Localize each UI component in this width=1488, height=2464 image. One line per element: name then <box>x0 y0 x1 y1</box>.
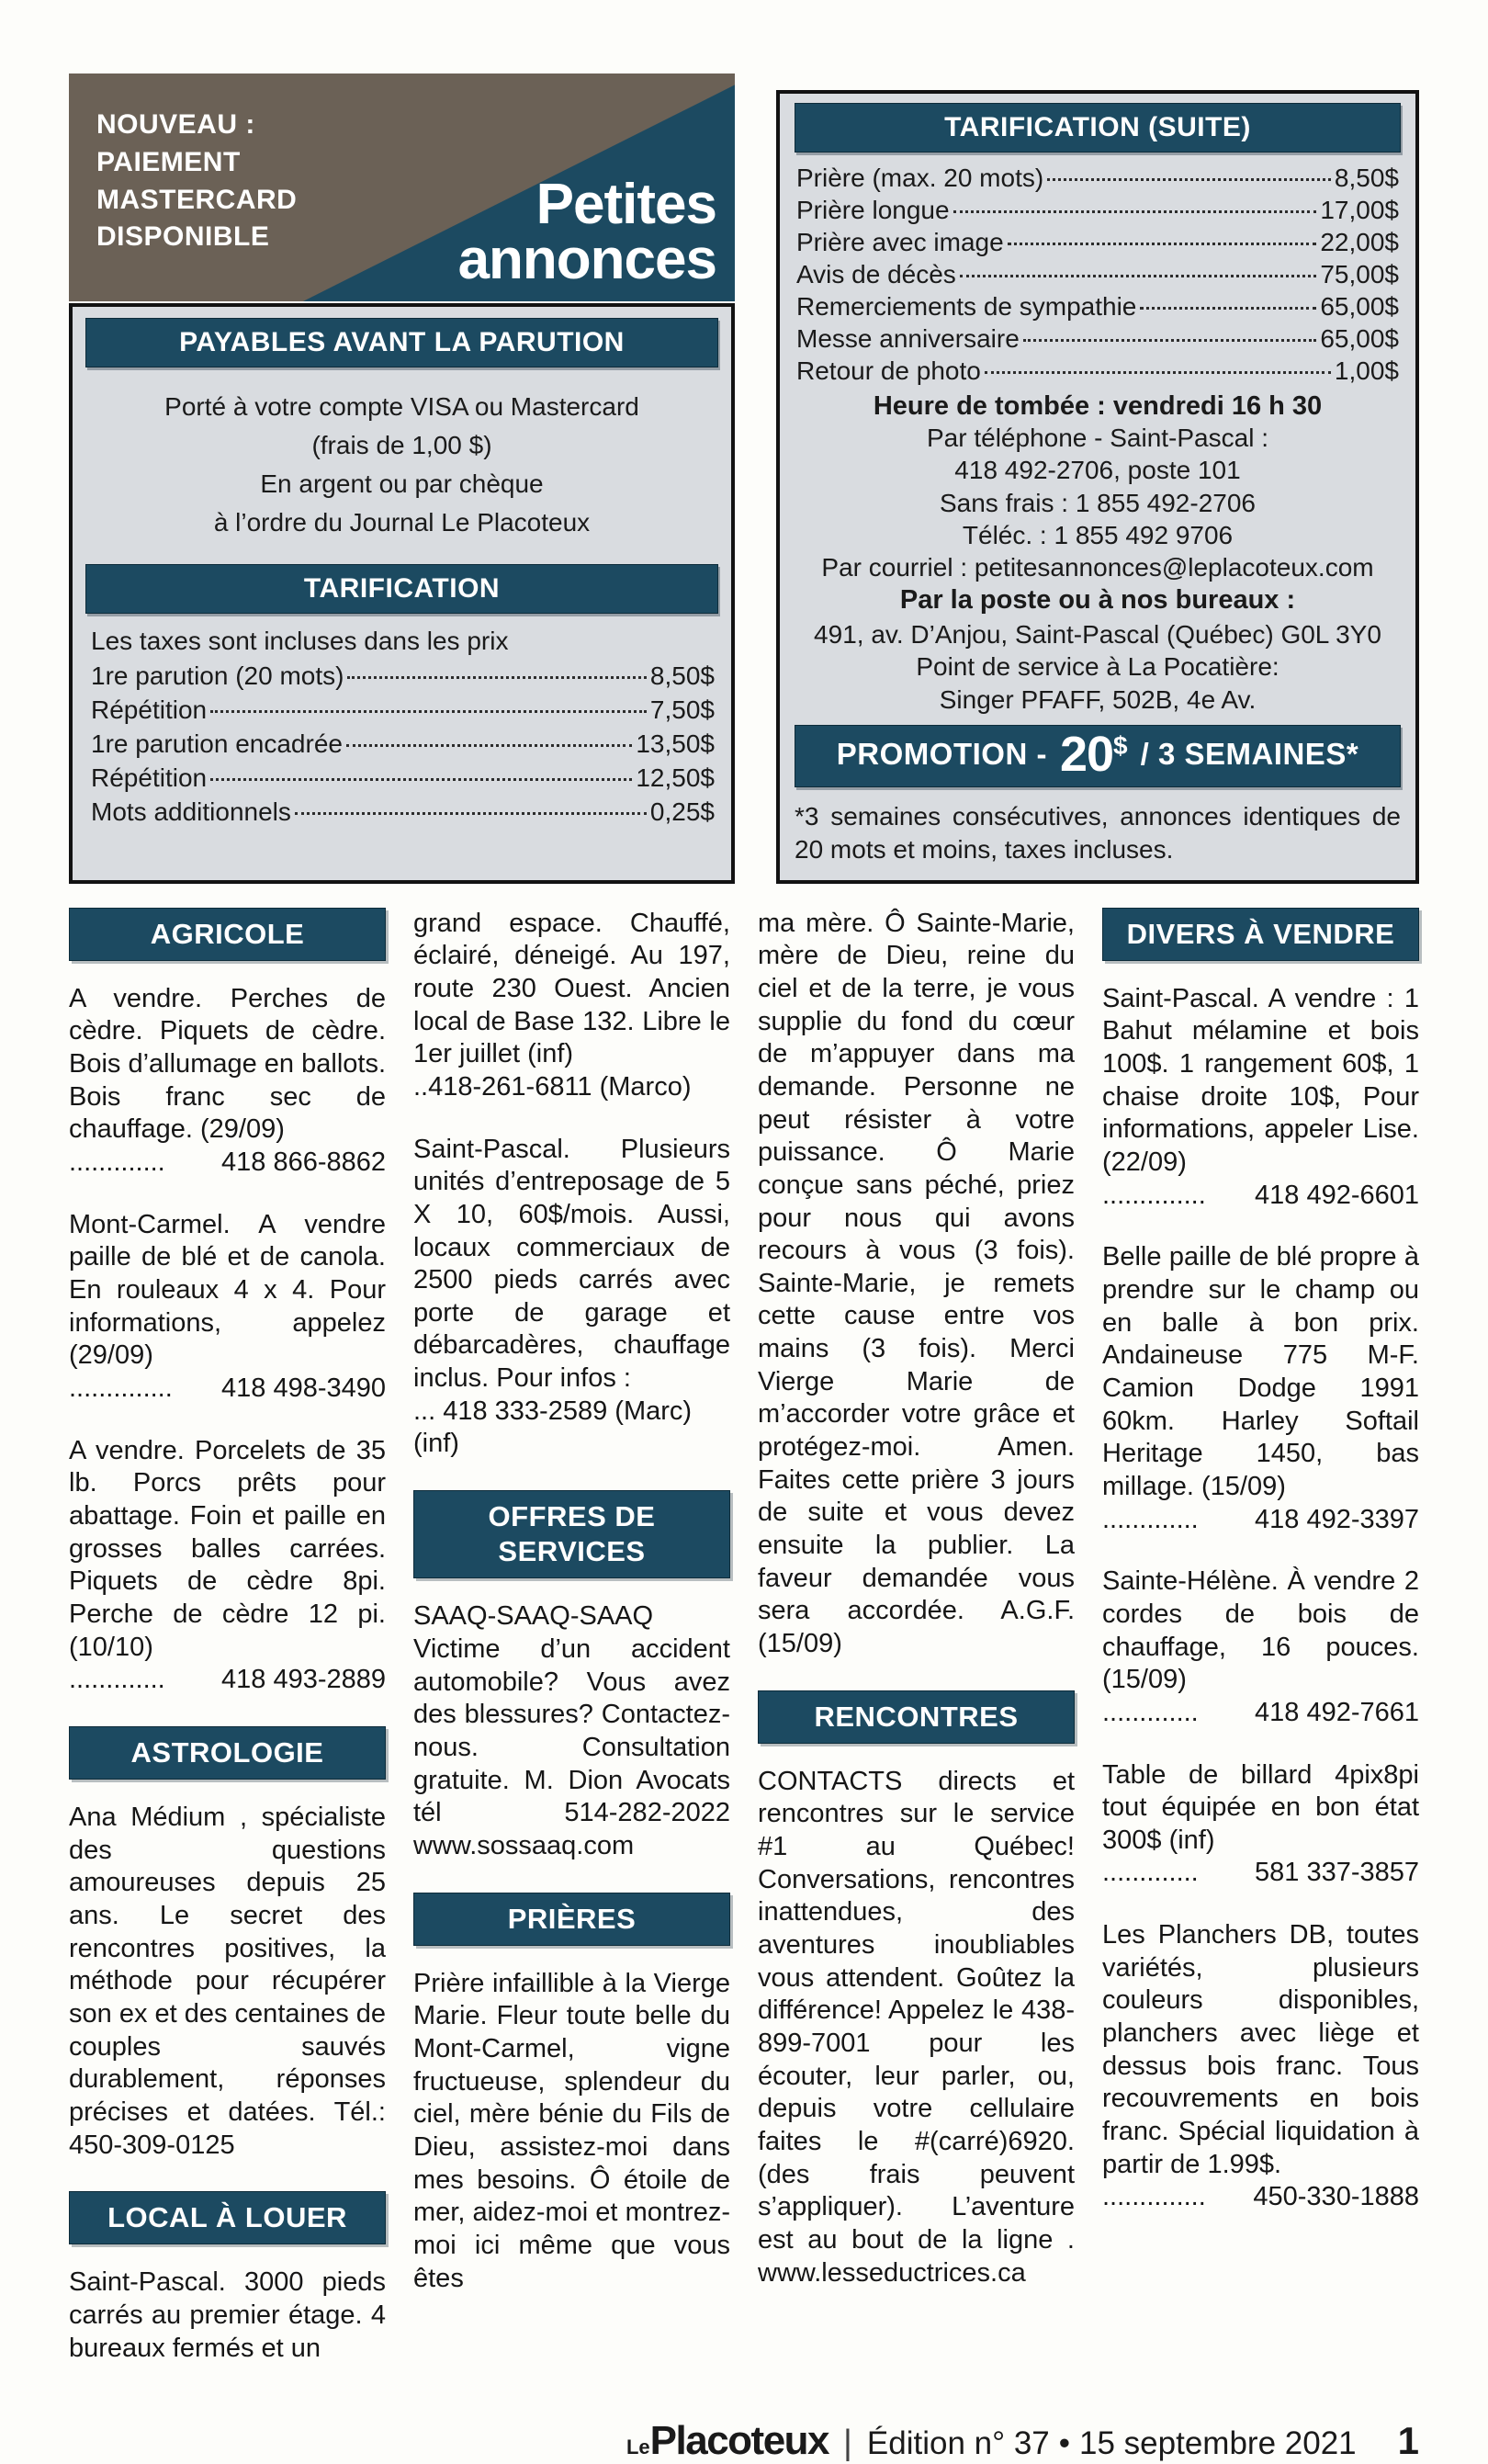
contact-phone: 418 492-2706, poste 101 <box>954 456 1241 485</box>
price-value: 0,25$ <box>649 797 715 826</box>
payables-line: à l’ordre du Journal Le Placoteux <box>213 508 591 537</box>
classified-ad <box>69 983 386 1180</box>
price-value: 75,00$ <box>1320 260 1399 288</box>
price-label: Prière (max. 20 mots) <box>796 164 1044 192</box>
classified-ad <box>1102 1919 1419 2214</box>
suite-list <box>796 164 1399 386</box>
classified-ad <box>413 1600 730 1862</box>
price-value: 22,00$ <box>1320 228 1399 256</box>
classifieds-column-3 <box>758 908 1075 2320</box>
mail-service-point: Point de service à La Pocatière: <box>916 652 1279 682</box>
classified-ad <box>69 1435 386 1697</box>
price-row <box>796 260 1399 289</box>
price-row <box>796 228 1399 257</box>
price-label: Prière longue <box>796 196 950 224</box>
price-row <box>796 164 1399 193</box>
section-header-divers-a-vendre: DIVERS À VENDRE <box>1102 908 1419 961</box>
classifieds-column-4 <box>1102 908 1419 2244</box>
price-label: 1re parution encadrée <box>91 729 343 758</box>
ad-text: Saint-Pascal. Plusieurs unités d’entreposage de 5 X 10, 60$/mois. Aussi, locaux commerciaux de 2500 pieds carrés avec porte de garage et débarcadères, chauffage inclus. Pour infos : <box>413 1134 730 1394</box>
dotted-leader <box>347 676 646 679</box>
ad-text: Les Planchers DB, toutes variétés, plusieurs couleurs disponibles, planchers avec liège et dessus bois franc. Tous recouvrements en bois franc. Spécial liquidation à partir de 1.99$. <box>1102 1920 1419 2179</box>
classified-ad <box>69 1802 386 2162</box>
classified-ad <box>69 2266 386 2365</box>
badge-line: PAIEMENT <box>96 146 241 177</box>
ad-phone-line: ... 418 333-2589 (Marc) (inf) <box>413 1396 693 1459</box>
ad-text: Sainte-Hélène. À vendre 2 cordes de bois de chauffage, 16 pouces. (15/09) <box>1102 1566 1419 1695</box>
promotion-suffix: / 3 SEMAINES* <box>1140 736 1359 771</box>
payables-text <box>85 388 718 542</box>
tarification-banner: TARIFICATION <box>85 564 718 614</box>
payables-banner: PAYABLES AVANT LA PARUTION <box>85 318 718 367</box>
ad-text: Table de billard 4pix8pi tout équipée en bon état 300$ (inf) <box>1102 1759 1419 1855</box>
price-value: 8,50$ <box>649 661 715 690</box>
dotted-leader <box>346 744 632 747</box>
price-row <box>796 356 1399 386</box>
dotted-leader <box>210 778 632 781</box>
ad-phone-line: ..418-261-6811 (Marco) <box>413 1071 692 1102</box>
price-row <box>796 324 1399 354</box>
classified-ad <box>1102 1759 1419 1891</box>
classifieds-grid <box>69 908 1419 2395</box>
page-title <box>457 172 716 292</box>
price-value: 1,00$ <box>1334 356 1399 385</box>
leader-dots: ............. <box>1102 1858 1199 1888</box>
badge-line: MASTERCARD <box>96 184 298 215</box>
ad-text: Mont-Carmel. A vendre paille de blé et de canola. En rouleaux 4 x 4. Pour informations, appelez (29/09) <box>69 1209 386 1371</box>
edition-date: 15 septembre 2021 <box>1079 2425 1357 2462</box>
price-value: 8,50$ <box>1334 164 1399 192</box>
footer-separator: | <box>843 2424 852 2463</box>
price-label: Remerciements de sympathie <box>796 292 1137 321</box>
price-label: 1re parution (20 mots) <box>91 661 344 690</box>
section-header-offres-de-services: OFFRES DE SERVICES <box>413 1490 730 1578</box>
dotted-leader <box>295 812 647 815</box>
price-label: Prière avec image <box>796 228 1004 256</box>
classified-ad <box>758 1766 1075 2290</box>
ad-text: ma mère. Ô Sainte-Marie, mère de Dieu, reine du ciel et de la terre, je vous supplie du fond du cœur de m’appuyer dans ma demande. Personne ne peut résister à votre puissance. Ô Marie conçue sans péché, priez pour nous qui avons recours à vous (3 fois). Sainte-Marie, je remets cette cause entre vos mains (3 fois). Merci Vierge Marie de m’accorder votre grâce et protégez-moi. Amen. Faites cette prière 3 jours de suite et vous devez ensuite la publier. La faveur demandée vous sera accordée. A.G.F. (15/09) <box>758 908 1075 1659</box>
ad-text: A vendre. Perches de cèdre. Piquets de cèdre. Bois d’allumage en ballots. Bois franc sec de chauffage. (29/09) <box>69 983 386 1145</box>
price-value: 13,50$ <box>636 729 715 758</box>
leader-dots: ............. <box>1102 1504 1199 1534</box>
ad-text: SAAQ-SAAQ-SAAQ Victime d’un accident automobile? Vous avez des blessures? Contactez-nous. Consultation gratuite. M. Dion Avocats tél 514-282-2022 www.sossaaq.com <box>413 1601 730 1860</box>
phone-number: 418 492-6601 <box>1255 1180 1419 1210</box>
price-row <box>91 729 715 759</box>
leader-dots: .............. <box>69 1373 173 1403</box>
new-payment-badge <box>96 107 297 256</box>
title-line: Petites <box>535 172 716 236</box>
promotion-banner <box>795 725 1401 787</box>
page-header <box>69 73 1419 884</box>
logo-le: Le <box>626 2436 650 2459</box>
price-row <box>796 292 1399 322</box>
leader-dots: ............. <box>69 1147 165 1177</box>
classified-ad <box>69 1209 386 1406</box>
badge-line: DISPONIBLE <box>96 221 270 253</box>
contact-tollfree: Sans frais : 1 855 492-2706 <box>939 488 1256 517</box>
leader-dots: ............. <box>1102 1697 1199 1727</box>
footer-brand-cluster <box>626 2418 1357 2464</box>
tarification-list <box>91 627 715 827</box>
payables-box <box>69 303 735 884</box>
contact-email: Par courriel : petitesannonces@leplacoteux.com <box>821 553 1374 582</box>
price-row <box>796 196 1399 225</box>
price-label: Retour de photo <box>796 356 981 385</box>
promotion-amount: 20$ <box>1059 726 1128 782</box>
promotion-prefix: PROMOTION - <box>836 736 1047 771</box>
price-value: 12,50$ <box>636 763 715 792</box>
phone-number: 418 493-2889 <box>221 1665 386 1695</box>
ad-phone-line <box>1102 1504 1419 1537</box>
ad-text: CONTACTS directs et rencontres sur le service #1 au Québec! Conversations, rencontres inattendues, des aventures inoubliables vous attendent. Goûtez la différence! Appelez le 438-899-7001 pour les écouter, leur parler, ou, depuis votre cellulaire faites le #(carré)6920. (des frais peuvent s’appliquer). L’aventure est au bout de la ligne . www.lesseductrices.ca <box>758 1766 1075 2288</box>
title-line: annonces <box>457 228 716 292</box>
ad-text: Belle paille de blé propre à prendre sur le champ ou en balle à bon prix. Andaineuse 775 M-F. Camion Dodge 1991 60km. Harley Softail Heritage 1450, bas millage. (15/09) <box>1102 1242 1419 1501</box>
dotted-leader <box>953 210 1317 213</box>
contact-fax: Téléc. : 1 855 492 9706 <box>962 520 1234 549</box>
ad-text: A vendre. Porcelets de 35 lb. Porcs prêts pour abattage. Foin et paille en grosses balles carrées. Piquets de cèdre 8pi. Perche de cèdre 12 pi.(10/10) <box>69 1435 386 1662</box>
payables-line: En argent ou par chèque <box>260 469 544 498</box>
badge-line: NOUVEAU : <box>96 109 255 140</box>
phone-number: 418 866-8862 <box>221 1147 386 1177</box>
ad-text: Prière infaillible à la Vierge Marie. Fleur toute belle du Mont-Carmel, vigne fructueuse, splendeur du ciel, mère bénie du Fils de Dieu, assistez-moi dans mes besoins. Ô étoile de mer, aidez-moi et montrez-moi ici même que vous êtes <box>413 1968 730 2293</box>
price-value: 17,00$ <box>1320 196 1399 224</box>
ad-phone-line <box>1102 1697 1419 1730</box>
section-header-local-a-louer: LOCAL À LOUER <box>69 2191 386 2244</box>
classifieds-column-1 <box>69 908 386 2395</box>
dotted-leader <box>1140 307 1316 310</box>
ad-text: Saint-Pascal. 3000 pieds carrés au premier étage. 4 bureaux fermés et un <box>69 2267 386 2363</box>
section-header-rencontres: RENCONTRES <box>758 1690 1075 1744</box>
section-header-prieres: PRIÈRES <box>413 1893 730 1946</box>
page-footer <box>69 2394 1419 2464</box>
page-number: 1 <box>1397 2419 1419 2463</box>
mail-heading: Par la poste ou à nos bureaux : <box>899 585 1296 616</box>
phone-number: 581 337-3857 <box>1255 1858 1419 1888</box>
classified-ad <box>1102 1241 1419 1536</box>
footer-bullet: • <box>1058 2425 1071 2462</box>
price-value: 65,00$ <box>1320 292 1399 321</box>
suite-banner: TARIFICATION (SUITE) <box>795 103 1401 153</box>
promotion-footnote: *3 semaines consécutives, annonces identiques de 20 mots et moins, taxes incluses. <box>795 801 1401 865</box>
price-value: 65,00$ <box>1320 324 1399 353</box>
price-row <box>91 661 715 691</box>
price-label: Répétition <box>91 763 208 792</box>
ad-phone-line <box>69 1664 386 1697</box>
dotted-leader <box>1023 339 1317 342</box>
classified-ad <box>758 908 1075 1661</box>
dotted-leader <box>960 275 1317 277</box>
ad-text: grand espace. Chauffé, éclairé, déneigé. Au 197, route 230 Ouest. Ancien local de Base 132. Libre le 1er juillet (inf) <box>413 908 730 1069</box>
ad-text: Saint-Pascal. A vendre : 1 Bahut mélamine et bois 100$. 1 rangement 60$, 1 chaise droite 10$, Pour informations, appeler Lise. (22/09) <box>1102 983 1419 1177</box>
dotted-leader <box>1008 243 1317 245</box>
price-row <box>91 695 715 725</box>
tarification-note: Les taxes sont incluses dans les prix <box>91 627 509 655</box>
dotted-leader <box>985 371 1331 374</box>
deadline-text: Heure de tombée : vendredi 16 h 30 <box>873 391 1323 421</box>
ad-phone-line <box>69 1373 386 1406</box>
leader-dots: .............. <box>1102 1180 1206 1210</box>
ad-phone-line <box>1102 1180 1419 1213</box>
payables-line: (frais de 1,00 $) <box>311 431 492 459</box>
price-label: Répétition <box>91 695 208 724</box>
phone-number: 450-330-1888 <box>1253 2182 1419 2212</box>
masthead-strip <box>69 73 735 301</box>
classified-ad <box>413 908 730 1104</box>
payables-line: Porté à votre compte VISA ou Mastercard <box>164 392 639 421</box>
dotted-leader <box>1047 178 1331 181</box>
mail-address: 491, av. D’Anjou, Saint-Pascal (Québec) G0L 3Y0 <box>814 620 1381 650</box>
promo-box <box>69 73 735 884</box>
price-value: 7,50$ <box>649 695 715 724</box>
section-header-agricole: AGRICOLE <box>69 908 386 961</box>
dotted-leader <box>210 710 647 713</box>
edition-label: Édition n° 37 <box>866 2425 1050 2462</box>
leader-dots: ............. <box>69 1665 165 1695</box>
ad-text: Ana Médium , spécialiste des questions amoureuses depuis 25 ans. Le secret des rencontres positives, la méthode pour récupérer son ex et des centaines de couples sauvés durablement, réponses précises et datées. Tél.: 450-309-0125 <box>69 1802 387 2160</box>
ad-phone-line <box>1102 1857 1419 1890</box>
classifieds-column-2 <box>413 908 730 2325</box>
price-label: Messe anniversaire <box>796 324 1020 353</box>
price-row <box>91 763 715 793</box>
phone-number: 418 498-3490 <box>221 1373 386 1403</box>
ad-phone-line <box>69 1147 386 1180</box>
price-label: Avis de décès <box>796 260 956 288</box>
classified-ad <box>1102 1565 1419 1729</box>
promotion-currency: $ <box>1113 730 1128 760</box>
newspaper-logo: Placoteux <box>649 2418 829 2464</box>
tarification-suite-box <box>776 90 1419 884</box>
classified-ad <box>413 1968 730 2296</box>
price-row <box>91 797 715 827</box>
classified-ad <box>1102 983 1419 1213</box>
ad-phone-line <box>1102 2181 1419 2214</box>
contact-line: Par téléphone - Saint-Pascal : <box>927 424 1268 452</box>
phone-number: 418 492-7661 <box>1255 1697 1419 1727</box>
leader-dots: .............. <box>1102 2182 1206 2212</box>
section-header-astrologie: ASTROLOGIE <box>69 1726 386 1780</box>
price-label: Mots additionnels <box>91 797 291 826</box>
classified-ad <box>413 1134 730 1462</box>
mail-service-address: Singer PFAFF, 502B, 4e Av. <box>939 684 1257 714</box>
phone-number: 418 492-3397 <box>1255 1504 1419 1534</box>
